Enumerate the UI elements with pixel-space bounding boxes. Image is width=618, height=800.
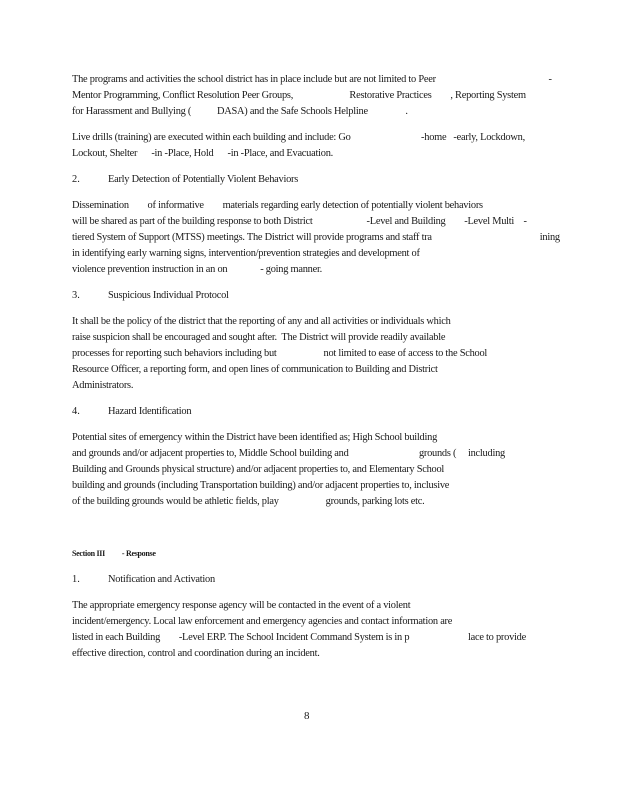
section-heading: Early Detection of Potentially Violent Behaviors xyxy=(108,174,299,185)
paragraph-line: Resource Officer, a reporting form, and open lines of communication to Building and District xyxy=(72,364,438,375)
paragraph-line: incident/emergency. Local law enforcement and emergency agencies and contact information are xyxy=(72,616,453,627)
part-heading: Section III - Response xyxy=(72,549,156,558)
paragraph-line: tiered System of Support (MTSS) meetings. The District will provide programs and staff tra ining xyxy=(72,232,560,243)
section-heading: Hazard Identification xyxy=(108,406,192,417)
paragraph-line: It shall be the policy of the district that the reporting of any and all activities or individuals which xyxy=(72,316,451,327)
section-heading: Notification and Activation xyxy=(108,574,215,585)
paragraph-line: Lockout, Shelter -in -Place, Hold -in -Place, and Evacuation. xyxy=(72,148,333,159)
paragraph-line: raise suspicion shall be encouraged and sought after. The District will provide readily available xyxy=(72,332,446,343)
section-number: 1. xyxy=(72,574,80,585)
paragraph-line: Dissemination of informative materials regarding early detection of potentially violent behaviors xyxy=(72,200,483,211)
paragraph-line: Mentor Programming, Conflict Resolution Peer Groups, Restorative Practices , Reporting System xyxy=(72,90,526,101)
paragraph-line: and grounds and/or adjacent properties to, Middle School building and grounds ( including xyxy=(72,448,505,459)
paragraph-line: Potential sites of emergency within the District have been identified as; High School building xyxy=(72,432,438,443)
paragraph-line: in identifying early warning signs, intervention/prevention strategies and development of xyxy=(72,248,420,259)
paragraph-line: Administrators. xyxy=(72,380,134,391)
paragraph-line: for Harassment and Bullying ( DASA) and the Safe Schools Helpline . xyxy=(72,106,408,117)
paragraph-line: processes for reporting such behaviors including but not limited to ease of access to the School xyxy=(72,348,488,359)
section-number: 2. xyxy=(72,174,80,185)
paragraph-line: Live drills (training) are executed within each building and include: Go -home -early, Lockdown, xyxy=(72,132,525,143)
section-number: 4. xyxy=(72,406,80,417)
paragraph-line: building and grounds (including Transportation building) and/or adjacent properties to, inclusive xyxy=(72,480,450,491)
paragraph-line: The programs and activities the school district has in place include but are not limited to Peer - xyxy=(72,74,552,85)
paragraph-line: listed in each Building -Level ERP. The School Incident Command System is in p lace to provide xyxy=(72,632,526,643)
section-number: 3. xyxy=(72,290,80,301)
paragraph-line: Building and Grounds physical structure) and/or adjacent properties to, and Elementary School xyxy=(72,464,445,475)
paragraph-line: will be shared as part of the building response to both District -Level and Building -Level Multi - xyxy=(72,216,527,227)
paragraph-line: of the building grounds would be athletic fields, play grounds, parking lots etc. xyxy=(72,496,425,507)
paragraph-line: violence prevention instruction in an on - going manner. xyxy=(72,264,322,275)
section-heading: Suspicious Individual Protocol xyxy=(108,290,229,301)
paragraph-line: The appropriate emergency response agency will be contacted in the event of a violent xyxy=(72,600,411,611)
paragraph-line: effective direction, control and coordination during an incident. xyxy=(72,648,320,659)
page-number: 8 xyxy=(304,710,310,722)
